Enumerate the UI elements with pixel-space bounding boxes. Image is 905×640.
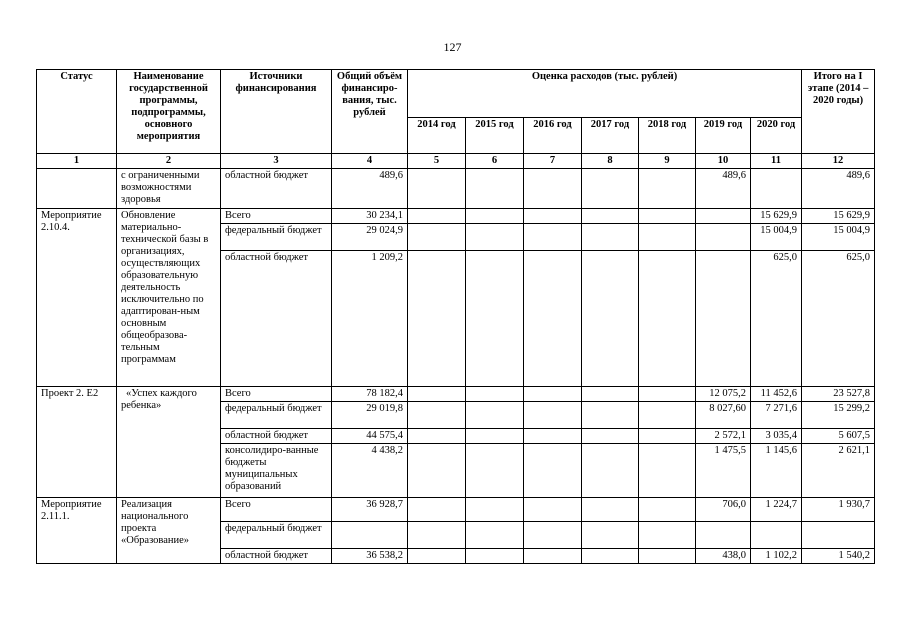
header-estimate: Оценка расходов (тыс. рублей) [408, 70, 802, 118]
stage-total-cell [802, 522, 875, 549]
total-cell: 29 019,8 [332, 402, 408, 429]
year-2019-cell: 438,0 [696, 549, 751, 564]
column-number: 1 [37, 154, 117, 169]
table-row [37, 209, 875, 224]
header-year-2019: 2019 год [696, 118, 751, 154]
total-cell: 29 024,9 [332, 224, 408, 251]
year-2019-cell [696, 522, 751, 549]
column-number: 9 [639, 154, 696, 169]
total-cell: 30 234,1 [332, 209, 408, 224]
name-cell: с ограниченными возможностями здоровья [117, 169, 221, 209]
header-year-2016: 2016 год [524, 118, 582, 154]
column-number: 8 [582, 154, 639, 169]
source-cell: федеральный бюджет [221, 224, 332, 251]
header-row [37, 70, 875, 118]
header-stage-total: Итого на I этапе (2014 – 2020 годы) [802, 70, 875, 154]
header-year-2020: 2020 год [751, 118, 802, 154]
stage-total-cell: 1 540,2 [802, 549, 875, 564]
source-cell: областной бюджет [221, 429, 332, 444]
source-cell: Всего [221, 387, 332, 402]
source-cell: областной бюджет [221, 169, 332, 209]
stage-total-cell: 1 930,7 [802, 498, 875, 522]
header-sources: Источники финансирования [221, 70, 332, 154]
year-2019-cell [696, 251, 751, 387]
source-cell: областной бюджет [221, 549, 332, 564]
column-number: 4 [332, 154, 408, 169]
name-text: «Успех каждого ребенка» [121, 388, 197, 411]
total-cell: 489,6 [332, 169, 408, 209]
year-2020-cell: 11 452,6 [751, 387, 802, 402]
status-cell [37, 169, 117, 209]
stage-total-cell: 15 299,2 [802, 402, 875, 429]
column-number: 11 [751, 154, 802, 169]
name-cell [117, 387, 221, 498]
year-2019-cell: 489,6 [696, 169, 751, 209]
budget-table [36, 69, 875, 564]
table-row [37, 387, 875, 402]
header-year-2018: 2018 год [639, 118, 696, 154]
source-cell: консолидиро-ванные бюджеты муниципальных образований [221, 444, 332, 498]
stage-total-cell: 15 629,9 [802, 209, 875, 224]
name-cell: Обновление материально-технической базы в организациях, осуществляющих образовательную деятельность исключительно по адаптирован-ным основным общеобразова-тельным программам [117, 209, 221, 387]
year-2020-cell: 7 271,6 [751, 402, 802, 429]
year-2019-cell: 8 027,60 [696, 402, 751, 429]
year-2019-cell: 12 075,2 [696, 387, 751, 402]
header-name: Наименование государственной программы, подпрограммы, основного мероприятия [117, 70, 221, 154]
table-row [37, 498, 875, 522]
stage-total-cell: 2 621,1 [802, 444, 875, 498]
year-2020-cell: 1 145,6 [751, 444, 802, 498]
total-cell: 78 182,4 [332, 387, 408, 402]
year-2020-cell: 1 224,7 [751, 498, 802, 522]
table-row [37, 169, 875, 209]
stage-total-cell: 23 527,8 [802, 387, 875, 402]
total-cell: 36 928,7 [332, 498, 408, 522]
stage-total-cell: 15 004,9 [802, 224, 875, 251]
column-number: 3 [221, 154, 332, 169]
status-cell: Мероприятие 2.11.1. [37, 498, 117, 564]
total-cell: 36 538,2 [332, 549, 408, 564]
year-2019-cell: 706,0 [696, 498, 751, 522]
stage-total-cell: 5 607,5 [802, 429, 875, 444]
year-2019-cell [696, 224, 751, 251]
total-cell: 4 438,2 [332, 444, 408, 498]
header-status: Статус [37, 70, 117, 154]
source-cell: Всего [221, 209, 332, 224]
column-numbers-row [37, 154, 875, 169]
header-year-2017: 2017 год [582, 118, 639, 154]
year-2020-cell: 15 004,9 [751, 224, 802, 251]
source-cell: Всего [221, 498, 332, 522]
stage-total-cell: 625,0 [802, 251, 875, 387]
year-2019-cell [696, 209, 751, 224]
column-number: 10 [696, 154, 751, 169]
year-2020-cell [751, 169, 802, 209]
column-number: 6 [466, 154, 524, 169]
column-number: 7 [524, 154, 582, 169]
column-number: 2 [117, 154, 221, 169]
source-cell: федеральный бюджет [221, 522, 332, 549]
status-cell: Мероприятие 2.10.4. [37, 209, 117, 387]
page-number: 127 [443, 40, 462, 54]
column-number: 12 [802, 154, 875, 169]
source-cell: областной бюджет [221, 251, 332, 387]
header-total: Общий объём финансиро-вания, тыс. рублей [332, 70, 408, 154]
source-cell: федеральный бюджет [221, 402, 332, 429]
year-2020-cell: 15 629,9 [751, 209, 802, 224]
year-2019-cell: 1 475,5 [696, 444, 751, 498]
year-2020-cell [751, 522, 802, 549]
header-year-2014: 2014 год [408, 118, 466, 154]
total-cell [332, 522, 408, 549]
year-2020-cell: 3 035,4 [751, 429, 802, 444]
column-number: 5 [408, 154, 466, 169]
year-2020-cell: 1 102,2 [751, 549, 802, 564]
year-2019-cell: 2 572,1 [696, 429, 751, 444]
total-cell: 1 209,2 [332, 251, 408, 387]
status-cell: Проект 2. Е2 [37, 387, 117, 498]
stage-total-cell: 489,6 [802, 169, 875, 209]
total-cell: 44 575,4 [332, 429, 408, 444]
year-2020-cell: 625,0 [751, 251, 802, 387]
name-cell: Реализация национального проекта «Образование» [117, 498, 221, 564]
header-year-2015: 2015 год [466, 118, 524, 154]
